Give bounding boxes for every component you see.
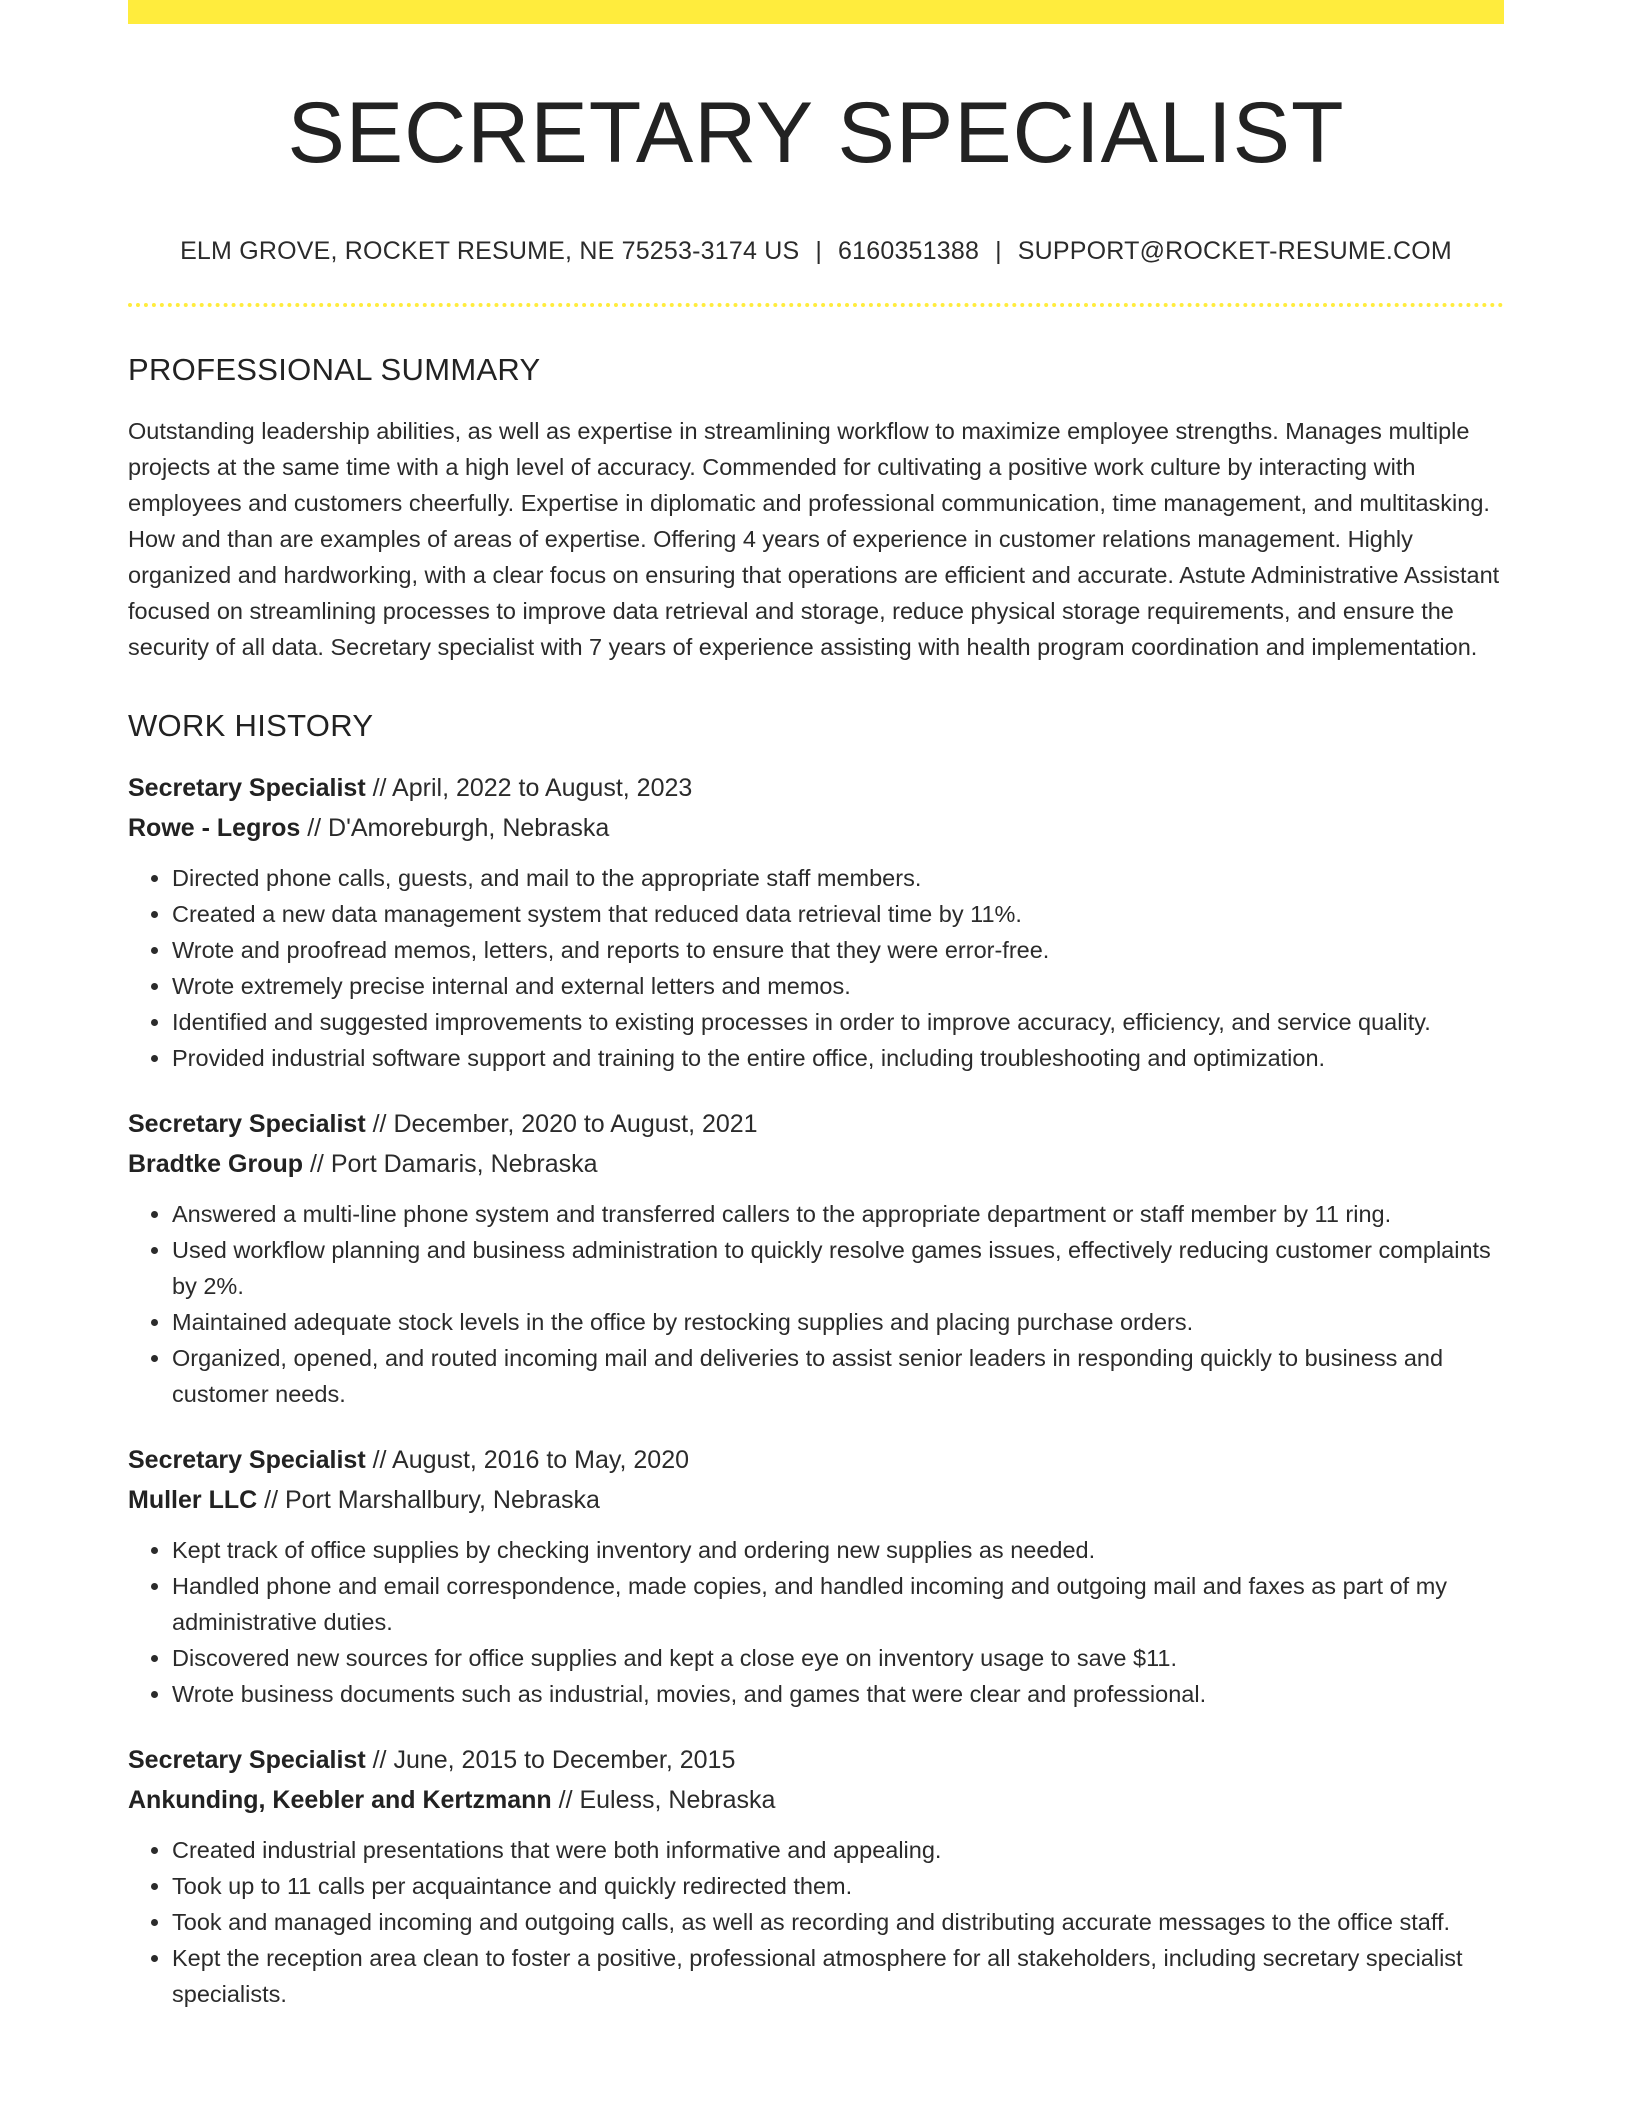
resume-page [128,0,1504,2012]
contact-email[interactable]: SUPPORT@ROCKET-RESUME.COM [1017,236,1452,265]
job-entry [128,1104,1504,1412]
summary-heading: PROFESSIONAL SUMMARY [128,352,541,388]
job-bullet: • Created industrial presentations that were both informative and appealing. [172,1832,1504,1868]
contact-separator: | [815,236,823,265]
contact-line [128,235,1504,268]
job-company-line [128,1480,1504,1520]
job-company-line [128,1144,1504,1184]
job-location: // Euless, Nebraska [551,1785,776,1814]
job-bullet: • Identified and suggested improvements to existing processes in order to improve accuracy, efficiency, and service quality. [172,1004,1504,1040]
job-bullets [128,1196,1504,1412]
job-bullet: • Wrote and proofread memos, letters, and reports to ensure that they were error-free. [172,932,1504,968]
work-history-list [128,768,1504,2012]
contact-address: ELM GROVE, ROCKET RESUME, NE 75253-3174 US [180,236,800,265]
job-bullet: • Took and managed incoming and outgoing calls, as well as recording and distributing accurate messages to the office staff. [172,1904,1504,1940]
job-title-line [128,1440,1504,1480]
job-bullet: • Provided industrial software support and training to the entire office, including troubleshooting and optimization. [172,1040,1504,1076]
job-bullet: • Kept track of office supplies by checking inventory and ordering new supplies as needed. [172,1532,1504,1568]
job-location: // Port Damaris, Nebraska [303,1149,598,1178]
job-title-line [128,1104,1504,1144]
job-dates: // December, 2020 to August, 2021 [365,1109,758,1138]
job-dates: // April, 2022 to August, 2023 [365,773,693,802]
job-bullet: • Used workflow planning and business administration to quickly resolve games issues, effectively reducing customer complaints by 2%. [172,1232,1504,1304]
job-company: Ankunding, Keebler and Kertzmann [128,1785,552,1814]
job-company-line [128,1780,1504,1820]
job-bullet: • Wrote extremely precise internal and external letters and memos. [172,968,1504,1004]
job-bullet: • Took up to 11 calls per acquaintance and quickly redirected them. [172,1868,1504,1904]
job-title: Secretary Specialist [128,1109,366,1138]
summary-text: Outstanding leadership abilities, as well as expertise in streamlining workflow to maximize employee strengths. Manages multiple projects at the same time with a high level of accuracy. Commended for cultivating a positive work culture by interacting with employees and customers cheerfully. Expertise in diplomatic and professional communication, time management, and multitasking. How and than are examples of areas of expertise. Offering 4 years of experience in customer relations management. Highly organized and hardworking, with a clear focus on ensuring that operations are efficient and accurate. Astute Administrative Assistant focused on streamlining processes to improve data retrieval and storage, reduce physical storage requirements, and ensure the security of all data. Secretary specialist with 7 years of experience assisting with health program coordination and implementation. [128,417,1500,660]
job-company: Muller LLC [128,1485,258,1514]
contact-phone[interactable]: 6160351388 [838,236,980,265]
job-title: Secretary Specialist [128,773,366,802]
job-title-line [128,1740,1504,1780]
job-entry [128,1740,1504,2012]
job-bullet: • Kept the reception area clean to foster a positive, professional atmosphere for all stakeholders, including secretary specialist specialists. [172,1940,1504,2012]
dotted-divider [128,303,1504,307]
job-bullet: • Organized, opened, and routed incoming mail and deliveries to assist senior leaders in responding quickly to business and customer needs. [172,1340,1504,1412]
job-company: Bradtke Group [128,1149,304,1178]
job-bullets [128,1532,1504,1712]
job-bullet: • Handled phone and email correspondence, made copies, and handled incoming and outgoing mail and faxes as part of my administrative duties. [172,1568,1504,1640]
job-bullet: • Discovered new sources for office supplies and kept a close eye on inventory usage to save $11. [172,1640,1504,1676]
job-location: // Port Marshallbury, Nebraska [257,1485,600,1514]
job-bullet: • Maintained adequate stock levels in the office by restocking supplies and placing purchase orders. [172,1304,1504,1340]
contact-separator: | [995,236,1002,265]
work-history-heading: WORK HISTORY [128,707,374,743]
job-location: // D'Amoreburgh, Nebraska [300,813,610,842]
candidate-name: SECRETARY SPECIALIST [287,85,1345,181]
job-bullets [128,860,1504,1076]
job-entry [128,1440,1504,1712]
job-company-line [128,808,1504,848]
job-dates: // August, 2016 to May, 2020 [365,1445,690,1474]
job-dates: // June, 2015 to December, 2015 [365,1745,736,1774]
job-title-line [128,768,1504,808]
job-bullets [128,1832,1504,2012]
job-company: Rowe - Legros [128,813,301,842]
job-bullet: • Directed phone calls, guests, and mail to the appropriate staff members. [172,860,1504,896]
job-entry [128,768,1504,1076]
job-title: Secretary Specialist [128,1745,366,1774]
job-title: Secretary Specialist [128,1445,366,1474]
job-bullet: • Created a new data management system that reduced data retrieval time by 11%. [172,896,1504,932]
job-bullet: • Wrote business documents such as industrial, movies, and games that were clear and professional. [172,1676,1504,1712]
accent-top-bar [128,0,1504,24]
job-bullet: • Answered a multi-line phone system and transferred callers to the appropriate department or staff member by 11 ring. [172,1196,1504,1232]
